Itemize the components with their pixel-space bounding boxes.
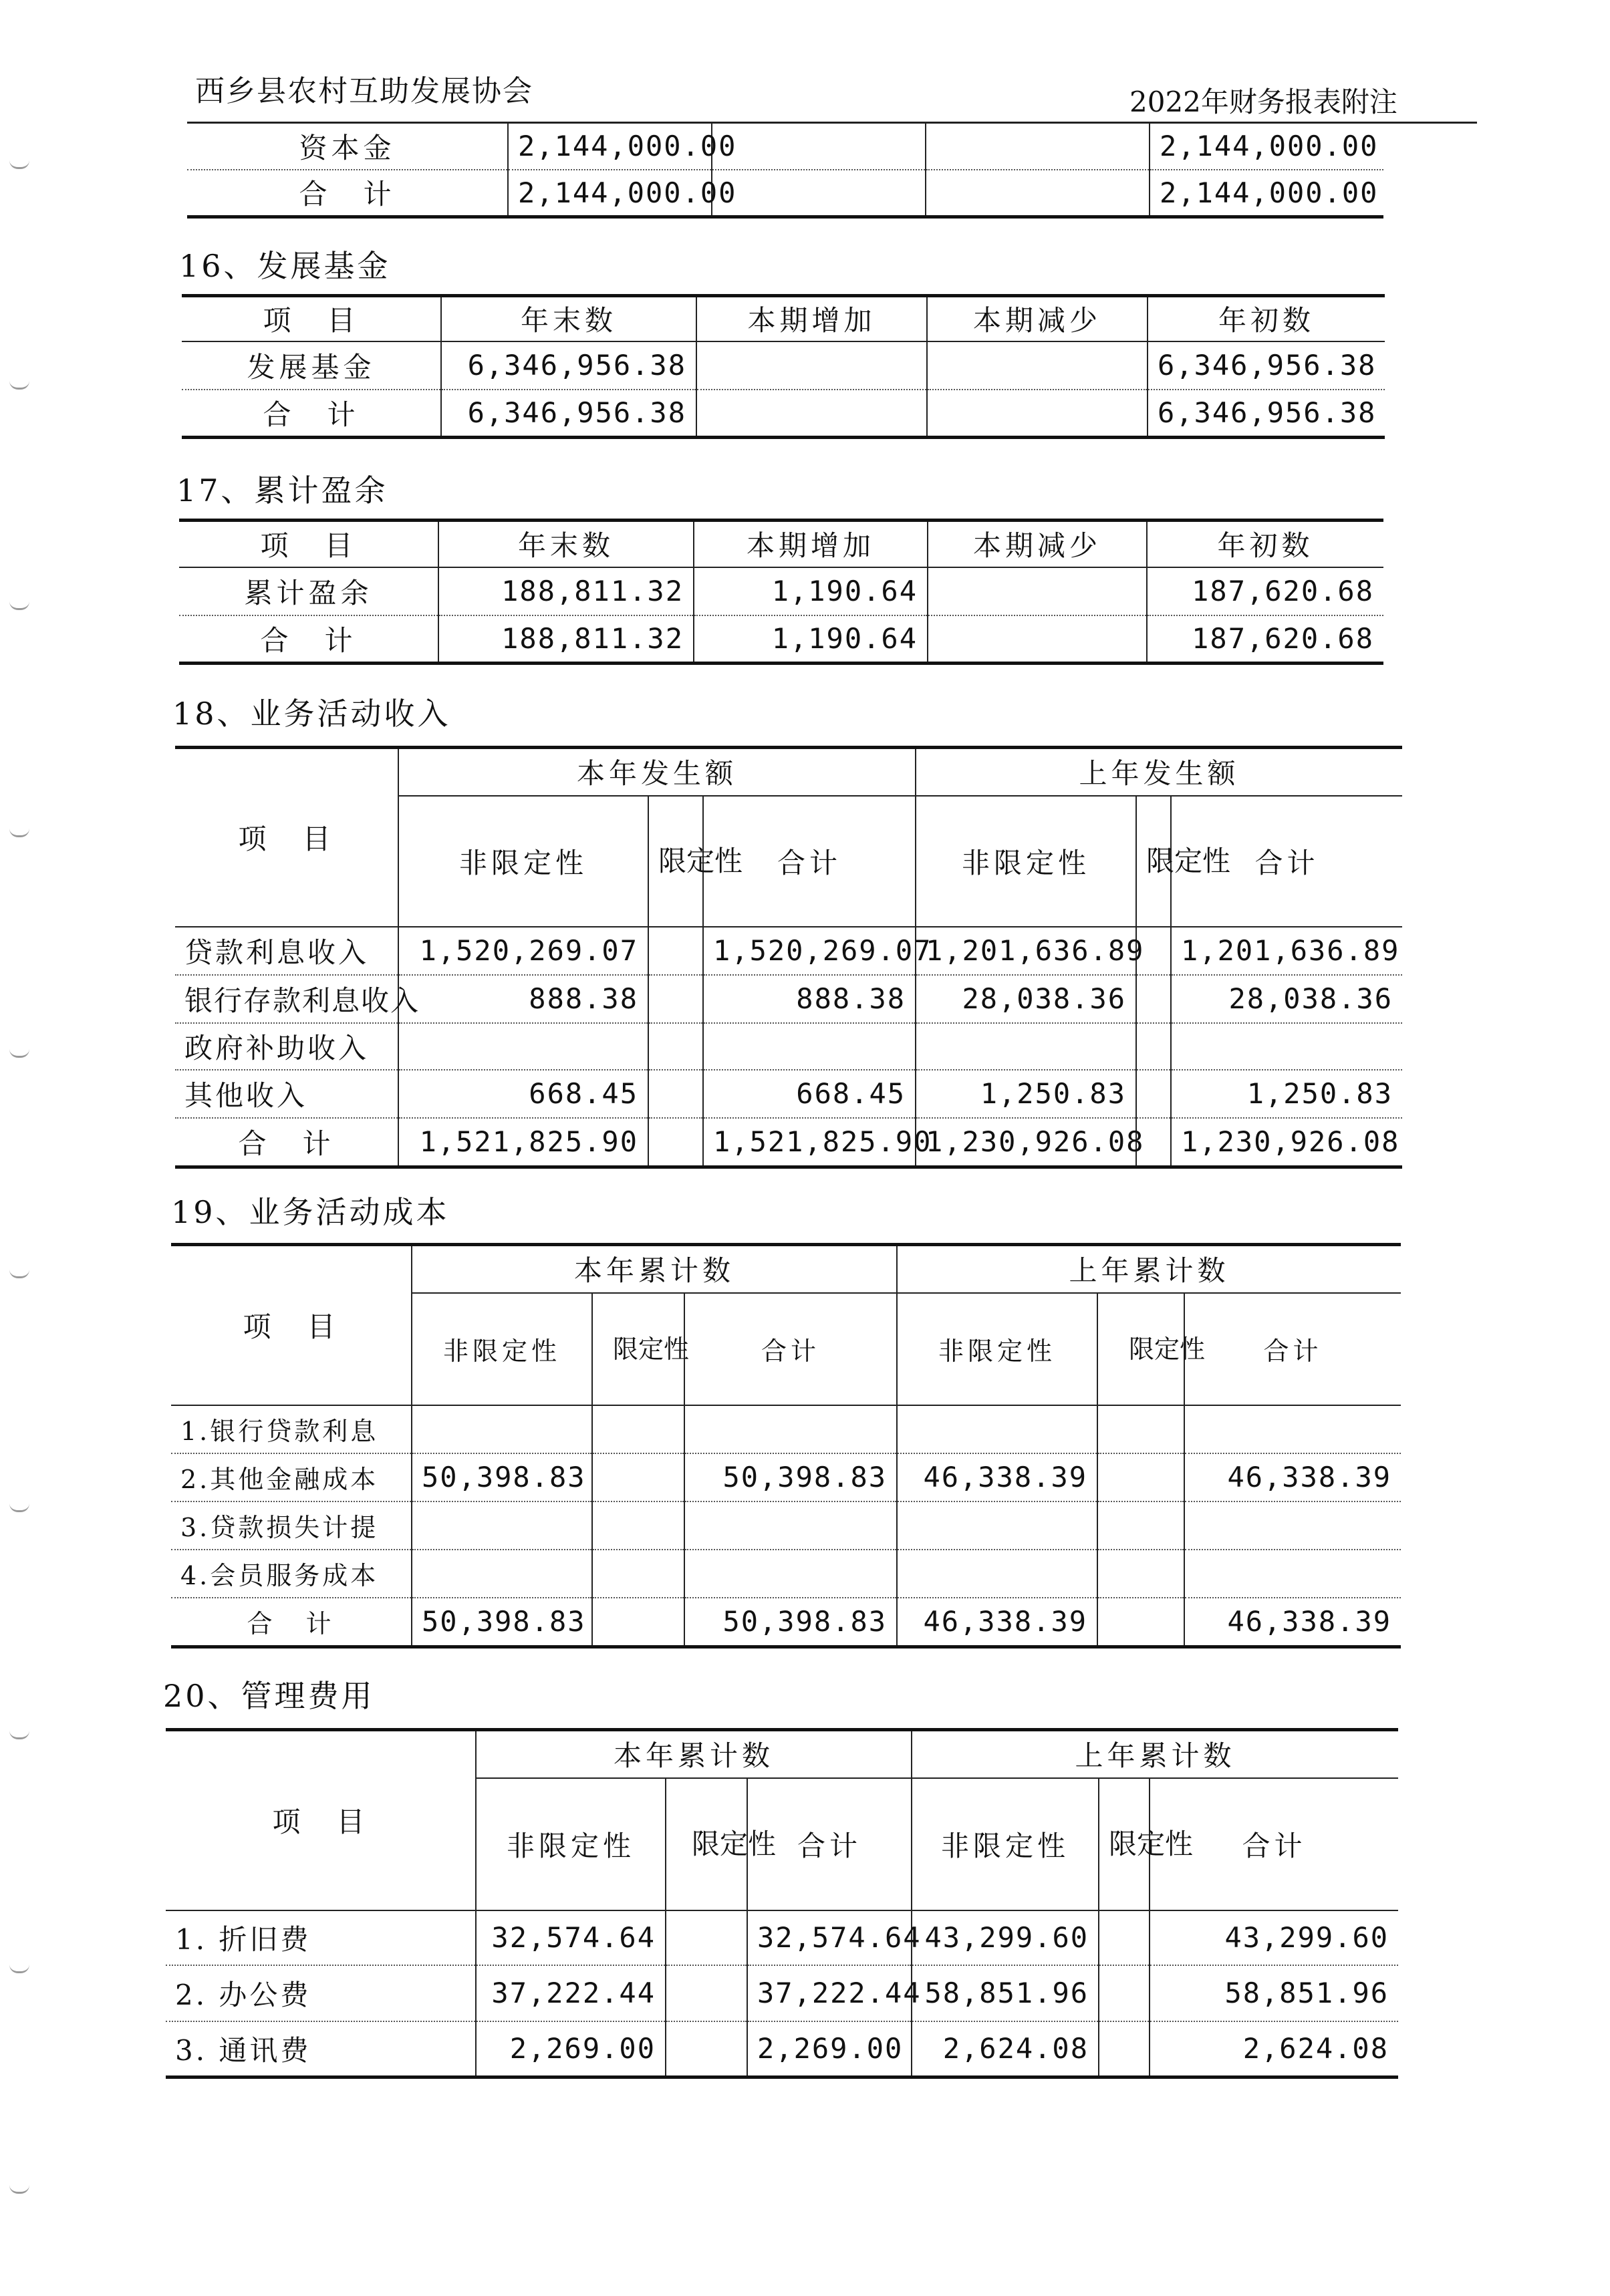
table-row: [179, 615, 1383, 664]
value-cell: 1,201,636.89: [916, 927, 1136, 975]
total-header: 合计: [1150, 1778, 1398, 1910]
increase-value: 1,190.64: [694, 615, 928, 664]
value-cell: 888.38: [398, 975, 648, 1023]
row-item: 政府补助收入: [175, 1023, 398, 1070]
value-cell: [648, 975, 703, 1023]
table-row: [175, 927, 1402, 975]
year-end-value: 6,346,956.38: [441, 341, 696, 390]
value-cell: 668.45: [703, 1070, 916, 1118]
value-cell: [897, 1405, 1097, 1453]
decrease-value: [926, 123, 1150, 170]
increase-value: [712, 170, 926, 217]
value-cell: [1099, 1910, 1150, 1965]
total-header: 合计: [703, 796, 916, 927]
year-end-value: 2,144,000.00: [508, 123, 712, 170]
row-item: 银行存款利息收入: [175, 975, 398, 1023]
row-item: 发展基金: [182, 341, 441, 390]
value-cell: [648, 1023, 703, 1070]
current-year-header: 本年发生额: [398, 748, 916, 796]
value-cell: [412, 1405, 592, 1453]
header-row: [166, 1730, 1398, 1778]
table-row: [171, 1453, 1401, 1501]
value-cell: [1136, 975, 1171, 1023]
total-header: 合计: [1184, 1293, 1401, 1405]
year-end-value: 188,811.32: [438, 615, 694, 664]
year-begin-value: 187,620.68: [1147, 567, 1383, 615]
current-year-header: 本年累计数: [476, 1730, 912, 1778]
value-cell: 1,230,926.08: [1171, 1118, 1402, 1167]
row-item: 3. 通讯费: [166, 2021, 476, 2077]
year-begin-value: 187,620.68: [1147, 615, 1383, 664]
value-cell: 50,398.83: [412, 1598, 592, 1647]
row-item: 4.会员服务成本: [171, 1550, 412, 1598]
table-row: [175, 975, 1402, 1023]
value-cell: [1099, 1965, 1150, 2021]
value-cell: [648, 1118, 703, 1167]
section-title: 18、业务活动收入: [172, 696, 451, 732]
organization-name: 西乡县农村互助发展协会: [195, 74, 533, 108]
binding-mark: [9, 829, 29, 837]
value-cell: 1,250.83: [916, 1070, 1136, 1118]
section-title: 17、累计盈余: [176, 472, 388, 509]
value-cell: 32,574.64: [747, 1910, 912, 1965]
increase-value: [696, 390, 927, 438]
value-cell: [592, 1453, 684, 1501]
value-cell: 1,230,926.08: [916, 1118, 1136, 1167]
table-row: [166, 1965, 1398, 2021]
table-row: [187, 170, 1383, 217]
increase-header: 本期增加: [696, 296, 927, 341]
value-cell: [398, 1023, 648, 1070]
value-cell: 43,299.60: [1150, 1910, 1398, 1965]
value-cell: [1136, 1023, 1171, 1070]
value-cell: 888.38: [703, 975, 916, 1023]
restricted-header: 限定性: [648, 796, 703, 927]
binding-mark: [9, 1731, 29, 1739]
value-cell: 2,624.08: [1150, 2021, 1398, 2077]
value-cell: [1097, 1598, 1184, 1647]
value-cell: 46,338.39: [1184, 1453, 1401, 1501]
value-cell: [1184, 1550, 1401, 1598]
value-cell: [1097, 1550, 1184, 1598]
value-cell: [897, 1550, 1097, 1598]
table-row: [171, 1598, 1401, 1647]
business-income-table: [175, 746, 1402, 1169]
decrease-value: [927, 341, 1148, 390]
binding-mark: [9, 1503, 29, 1512]
restricted-header: 限定性: [1097, 1293, 1184, 1405]
row-item: 2.其他金融成本: [171, 1453, 412, 1501]
total-header: 合计: [747, 1778, 912, 1910]
year-begin-value: 2,144,000.00: [1150, 170, 1383, 217]
value-cell: [648, 1070, 703, 1118]
business-cost-table: [171, 1243, 1401, 1648]
row-item: 合 计: [179, 615, 438, 664]
decrease-value: [928, 615, 1147, 664]
year-begin-value: 6,346,956.38: [1148, 341, 1385, 390]
value-cell: [592, 1550, 684, 1598]
value-cell: 50,398.83: [684, 1598, 897, 1647]
table-row: [182, 390, 1385, 438]
value-cell: 43,299.60: [912, 1910, 1099, 1965]
value-cell: 46,338.39: [1184, 1598, 1401, 1647]
unrestricted-header: 非限定性: [412, 1293, 592, 1405]
increase-value: [696, 341, 927, 390]
increase-value: 1,190.64: [694, 567, 928, 615]
table-row: [166, 2021, 1398, 2077]
item-header: 项 目: [166, 1730, 476, 1910]
year-end-value: 6,346,956.38: [441, 390, 696, 438]
decrease-header: 本期减少: [928, 521, 1147, 567]
item-header: 项 目: [171, 1245, 412, 1405]
value-cell: [684, 1405, 897, 1453]
value-cell: 2,269.00: [747, 2021, 912, 2077]
prior-year-header: 上年发生额: [916, 748, 1402, 796]
binding-mark: [9, 1270, 29, 1278]
value-cell: [1136, 1070, 1171, 1118]
value-cell: [897, 1501, 1097, 1550]
prior-year-header: 上年累计数: [897, 1245, 1401, 1293]
unrestricted-header: 非限定性: [398, 796, 648, 927]
value-cell: 50,398.83: [684, 1453, 897, 1501]
value-cell: 2,624.08: [912, 2021, 1099, 2077]
header-row: [182, 296, 1385, 341]
row-item: 其他收入: [175, 1070, 398, 1118]
value-cell: 1,520,269.07: [398, 927, 648, 975]
item-header: 项 目: [182, 296, 441, 341]
table-row: [171, 1405, 1401, 1453]
prior-year-header: 上年累计数: [912, 1730, 1398, 1778]
row-item: 1. 折旧费: [166, 1910, 476, 1965]
section-title: 19、业务活动成本: [171, 1194, 450, 1230]
binding-mark: [9, 2185, 29, 2194]
row-item: 资本金: [187, 123, 508, 170]
item-header: 项 目: [179, 521, 438, 567]
item-header: 项 目: [175, 748, 398, 927]
unrestricted-header: 非限定性: [476, 1778, 666, 1910]
year-begin-value: 6,346,956.38: [1148, 390, 1385, 438]
value-cell: [1097, 1453, 1184, 1501]
row-item: 2. 办公费: [166, 1965, 476, 2021]
row-item: 合 计: [171, 1598, 412, 1647]
row-item: 累计盈余: [179, 567, 438, 615]
year-end-value: 2,144,000.00: [508, 170, 712, 217]
table-row: [166, 1910, 1398, 1965]
value-cell: [592, 1501, 684, 1550]
binding-mark: [9, 1965, 29, 1973]
value-cell: [666, 2021, 747, 2077]
value-cell: [1097, 1405, 1184, 1453]
value-cell: 37,222.44: [747, 1965, 912, 2021]
binding-mark: [9, 1049, 29, 1058]
value-cell: [1097, 1501, 1184, 1550]
value-cell: [684, 1501, 897, 1550]
value-cell: 32,574.64: [476, 1910, 666, 1965]
restricted-header: 限定性: [1136, 796, 1171, 927]
decrease-header: 本期减少: [927, 296, 1148, 341]
increase-header: 本期增加: [694, 521, 928, 567]
year-begin-value: 2,144,000.00: [1150, 123, 1383, 170]
binding-mark: [9, 601, 29, 610]
value-cell: [648, 927, 703, 975]
decrease-value: [926, 170, 1150, 217]
year-begin-header: 年初数: [1147, 521, 1383, 567]
unrestricted-header: 非限定性: [912, 1778, 1099, 1910]
header-row: [175, 748, 1402, 796]
table-row: [187, 123, 1383, 170]
value-cell: 58,851.96: [912, 1965, 1099, 2021]
restricted-header: 限定性: [592, 1293, 684, 1405]
row-item: 合 计: [175, 1118, 398, 1167]
decrease-value: [928, 567, 1147, 615]
unrestricted-header: 非限定性: [916, 796, 1136, 927]
binding-mark: [9, 160, 29, 169]
restricted-header: 限定性: [666, 1778, 747, 1910]
decrease-value: [927, 390, 1148, 438]
value-cell: [592, 1598, 684, 1647]
header-row: [171, 1245, 1401, 1293]
row-item: 合 计: [182, 390, 441, 438]
development-fund-table: [182, 294, 1385, 439]
value-cell: 668.45: [398, 1070, 648, 1118]
total-header: 合计: [1171, 796, 1402, 927]
admin-expense-table: [166, 1728, 1398, 2079]
table-row: [182, 341, 1385, 390]
row-item: 合 计: [187, 170, 508, 217]
value-cell: [1171, 1023, 1402, 1070]
value-cell: 1,201,636.89: [1171, 927, 1402, 975]
binding-mark: [9, 381, 29, 390]
value-cell: [916, 1023, 1136, 1070]
value-cell: [666, 1910, 747, 1965]
value-cell: [1184, 1501, 1401, 1550]
value-cell: [412, 1550, 592, 1598]
value-cell: 50,398.83: [412, 1453, 592, 1501]
year-end-header: 年末数: [438, 521, 694, 567]
value-cell: 58,851.96: [1150, 1965, 1398, 2021]
value-cell: [684, 1550, 897, 1598]
value-cell: [592, 1405, 684, 1453]
table-row: [175, 1023, 1402, 1070]
row-item: 3.贷款损失计提: [171, 1501, 412, 1550]
table-row: [171, 1501, 1401, 1550]
row-item: 贷款利息收入: [175, 927, 398, 975]
report-title: 2022年财务报表附注: [1129, 86, 1397, 118]
year-end-header: 年末数: [441, 296, 696, 341]
value-cell: 28,038.36: [1171, 975, 1402, 1023]
value-cell: 1,250.83: [1171, 1070, 1402, 1118]
header-row: [179, 521, 1383, 567]
table-row: [175, 1070, 1402, 1118]
capital-table: [187, 123, 1383, 219]
unrestricted-header: 非限定性: [897, 1293, 1097, 1405]
table-row: [175, 1118, 1402, 1167]
year-begin-header: 年初数: [1148, 296, 1385, 341]
current-year-header: 本年累计数: [412, 1245, 897, 1293]
row-item: 1.银行贷款利息: [171, 1405, 412, 1453]
value-cell: 1,521,825.90: [703, 1118, 916, 1167]
section-title: 20、管理费用: [163, 1678, 375, 1714]
accumulated-surplus-table: [179, 519, 1383, 665]
year-end-value: 188,811.32: [438, 567, 694, 615]
value-cell: 1,521,825.90: [398, 1118, 648, 1167]
value-cell: [1184, 1405, 1401, 1453]
increase-value: [712, 123, 926, 170]
value-cell: 28,038.36: [916, 975, 1136, 1023]
value-cell: [1099, 2021, 1150, 2077]
value-cell: 37,222.44: [476, 1965, 666, 2021]
value-cell: [412, 1501, 592, 1550]
section-title: 16、发展基金: [179, 248, 391, 284]
value-cell: [703, 1023, 916, 1070]
value-cell: 46,338.39: [897, 1453, 1097, 1501]
value-cell: 46,338.39: [897, 1598, 1097, 1647]
table-row: [171, 1550, 1401, 1598]
total-header: 合计: [684, 1293, 897, 1405]
value-cell: 1,520,269.07: [703, 927, 916, 975]
table-row: [179, 567, 1383, 615]
value-cell: 2,269.00: [476, 2021, 666, 2077]
value-cell: [666, 1965, 747, 2021]
restricted-header: 限定性: [1099, 1778, 1150, 1910]
